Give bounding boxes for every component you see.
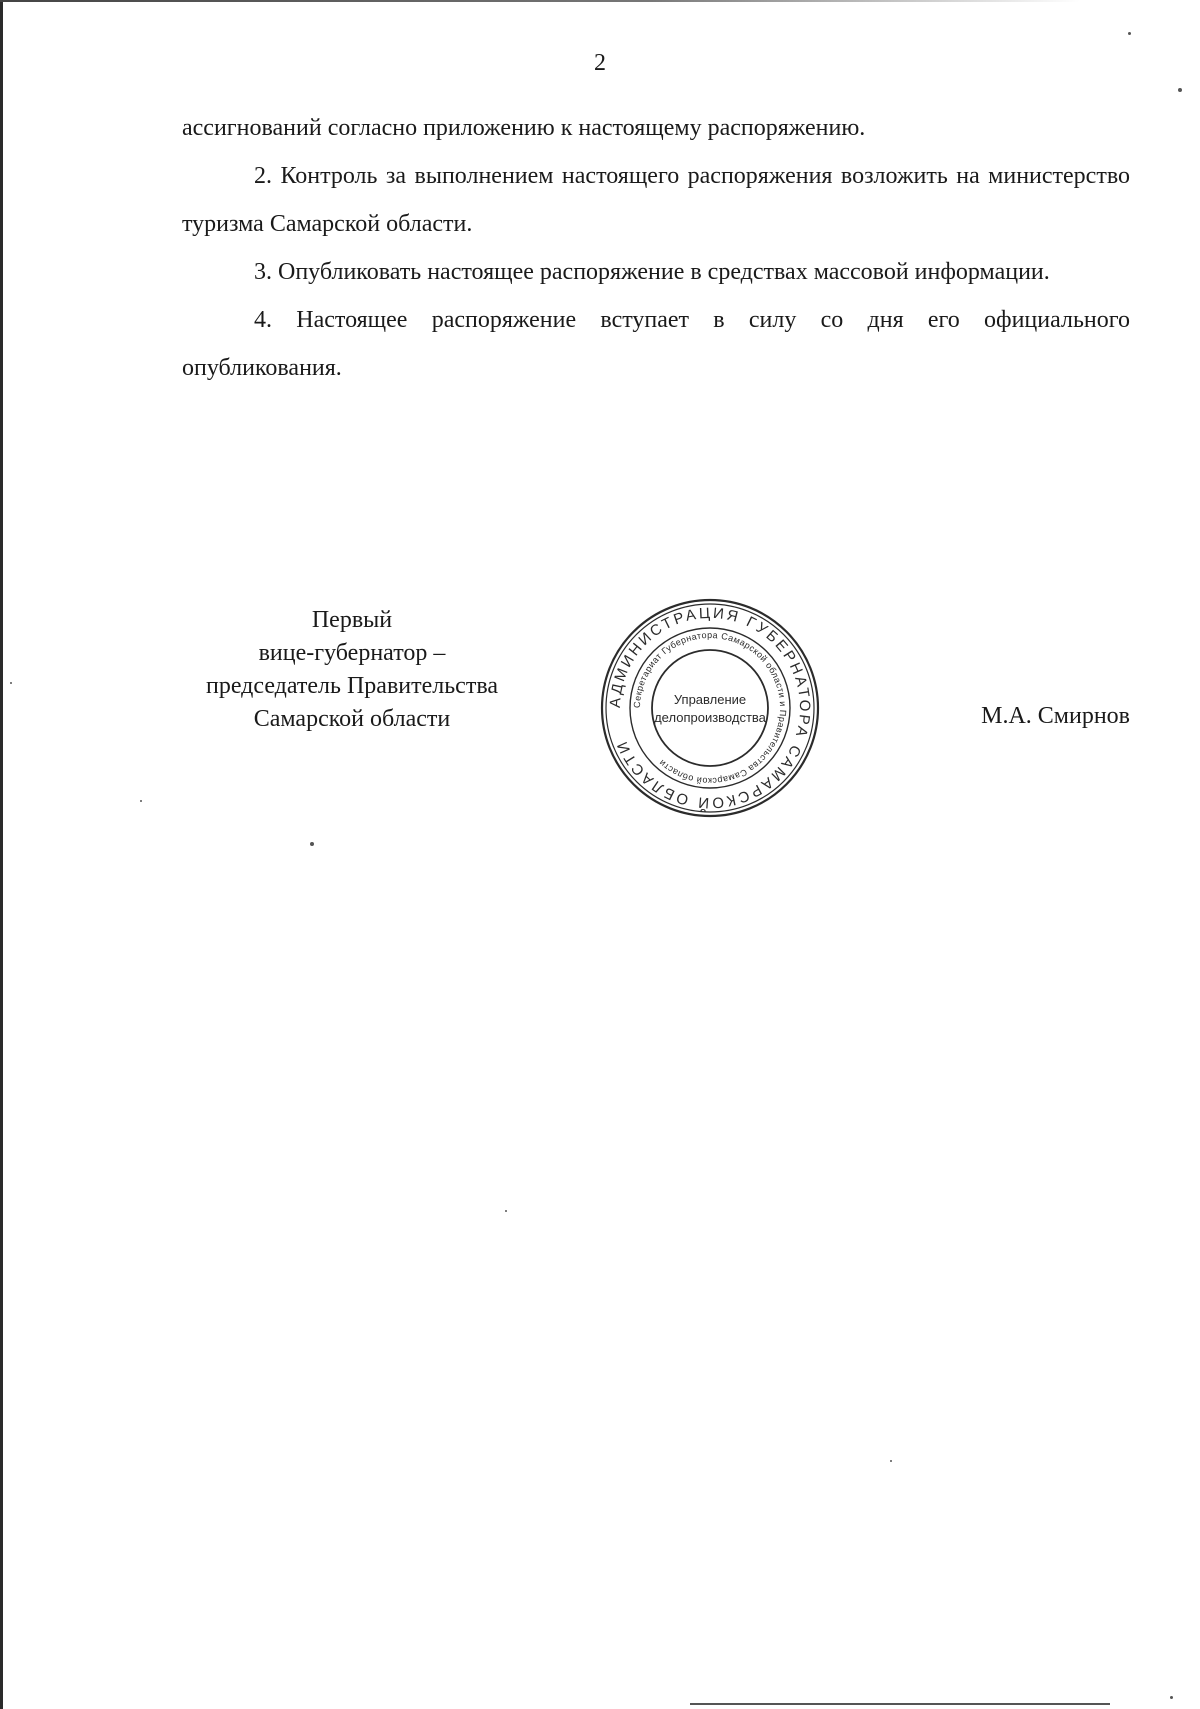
stamp-outer-text: АДМИНИСТРАЦИЯ ГУБЕРНАТОРА САМАРСКОЙ ОБЛАСТИ — [606, 604, 814, 812]
svg-text:Секретариат Губернатора Самарс — [632, 630, 788, 786]
signer-title — [182, 604, 522, 736]
paragraph-2: 2. Контроль за выполнением настоящего распоряжения возложить на министерство туризма Самарской области. — [182, 163, 1130, 237]
document-body — [182, 104, 1130, 392]
scan-edge-left — [0, 0, 3, 1709]
scan-speck — [310, 842, 314, 846]
signer-name: М.А. Смирнов — [981, 703, 1130, 729]
scan-speck — [1178, 88, 1182, 92]
scan-speck — [890, 1460, 892, 1462]
signer-title-line-3: председатель Правительства — [205, 673, 498, 699]
paragraph-3: 3. Опубликовать настоящее распоряжение в средствах массовой информации. — [254, 259, 1050, 285]
official-stamp — [598, 596, 822, 820]
stamp-inner-text: Секретариат Губернатора Самарской области и Правительства Самарской области — [631, 629, 789, 787]
page-number: 2 — [594, 50, 606, 76]
paragraph-4: 4. Настоящее распоряжение вступает в силу со дня его официального опубликования. — [182, 307, 1130, 381]
scan-edge-top — [0, 0, 1080, 2]
paragraph-continuation: ассигнований согласно приложению к настоящему распоряжению. — [182, 115, 866, 141]
stamp-center-line-1: Управление — [673, 692, 747, 707]
scan-speck — [10, 682, 12, 684]
scan-edge-bottom — [690, 1703, 1110, 1705]
scan-speck — [505, 1210, 507, 1212]
scan-speck — [1170, 1696, 1173, 1699]
signer-title-line-1: Первый — [311, 607, 393, 633]
signer-title-line-2: вице-губернатор – — [258, 640, 446, 666]
stamp-center-line-2: делопроизводства — [654, 710, 766, 725]
scan-speck — [1128, 32, 1131, 35]
signer-title-line-4: Самарской области — [253, 706, 451, 732]
scan-speck — [140, 800, 142, 802]
